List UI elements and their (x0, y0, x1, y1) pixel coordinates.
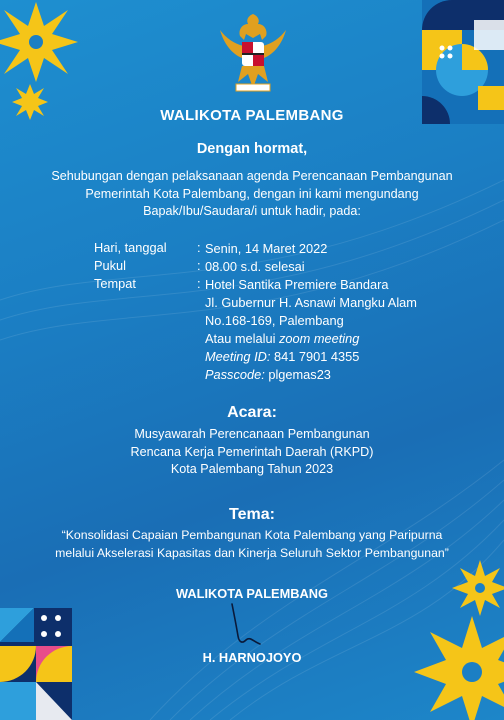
place-label: Tempat (94, 276, 136, 291)
place-value (205, 276, 417, 384)
theme-line: melalui Akselerasi Kapasitas dan Kinerja Seluruh Sektor Pembangunan” (55, 545, 449, 560)
page-title: WALIKOTA PALEMBANG (160, 107, 344, 124)
intro-line: Bapak/Ibu/Saudara/i untuk hadir, pada: (143, 204, 361, 218)
time-label: Pukul (94, 258, 127, 273)
agenda-line: Kota Palembang Tahun 2023 (170, 462, 334, 476)
handwritten-signature (226, 602, 266, 648)
agenda-body (0, 426, 504, 479)
star-ornament-top-left (0, 0, 84, 124)
agenda-heading: Acara: (227, 404, 277, 421)
intro-line: Pemerintah Kota Palembang, dengan ini kami mengundang (85, 186, 419, 201)
signatory-name: H. HARNOJOYO (202, 650, 302, 665)
intro-line: Sehubungan dengan pelaksanaan agenda Perencanaan Pembangunan (51, 169, 453, 183)
place-line: Jl. Gubernur H. Asnawi Mangku Alam (205, 295, 417, 310)
star-ornament-bottom-right (410, 556, 504, 720)
theme-heading: Tema: (229, 506, 275, 523)
garuda-emblem-icon (218, 10, 288, 96)
colon: : (197, 276, 201, 291)
geometric-pattern-top-right (414, 0, 504, 124)
colon: : (197, 258, 201, 273)
colon: : (197, 240, 201, 255)
place-line: Hotel Santika Premiere Bandara (205, 277, 389, 292)
meeting-id-line: Meeting ID: 841 7901 4355 (205, 349, 360, 364)
intro-paragraph (0, 168, 504, 221)
greeting: Dengan hormat, (196, 141, 308, 157)
geometric-pattern-bottom-left (0, 608, 72, 720)
day-label: Hari, tanggal (94, 240, 167, 255)
signature-title: WALIKOTA PALEMBANG (176, 586, 328, 601)
place-line: No.168-169, Palembang (205, 313, 344, 328)
passcode-line: Passcode: plgemas23 (205, 367, 331, 382)
agenda-line: Rencana Kerja Pemerintah Daerah (RKPD) (130, 444, 374, 459)
day-value: Senin, 14 Maret 2022 (205, 241, 328, 256)
theme-line: “Konsolidasi Capaian Pembangunan Kota Palembang yang Paripurna (61, 528, 443, 542)
time-value: 08.00 s.d. selesai (205, 259, 305, 274)
zoom-line: Atau melalui zoom meeting (205, 331, 360, 346)
agenda-line: Musyawarah Perencanaan Pembangunan (134, 427, 370, 441)
